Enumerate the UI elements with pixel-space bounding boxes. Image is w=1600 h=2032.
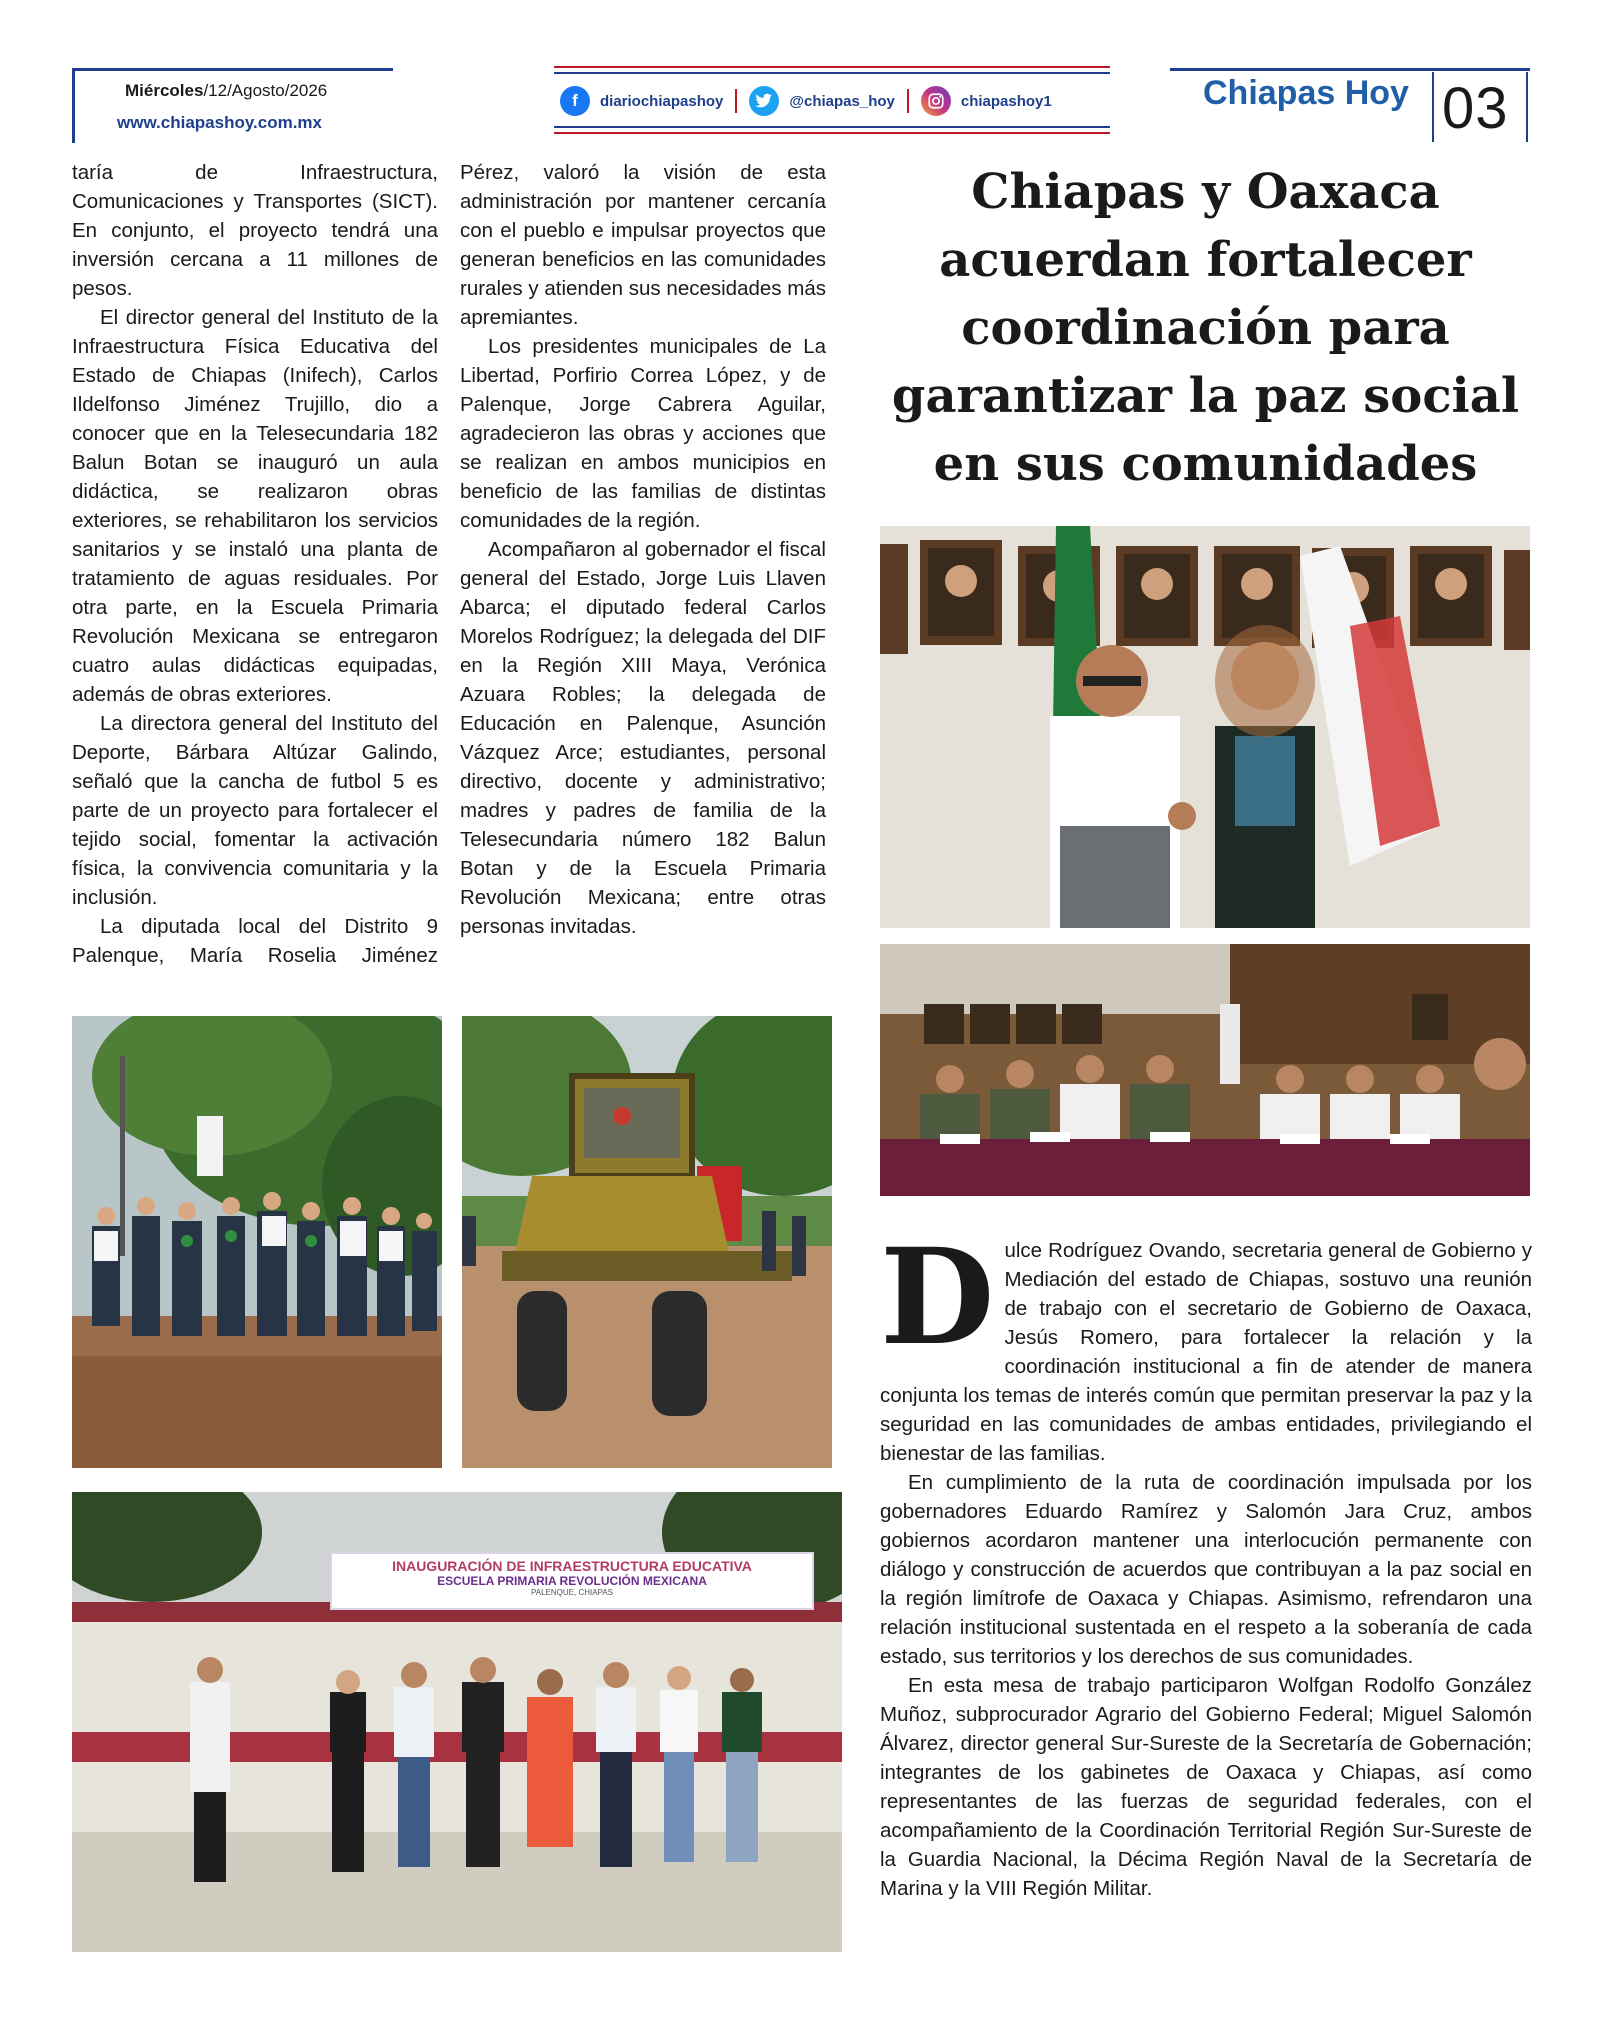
photo-crowd-walking [72,1016,442,1468]
top-blue-rule [554,72,1110,74]
right-article-body [880,1220,1532,1903]
page-number-bar [1432,72,1434,142]
photo-motor-grader [462,1016,832,1468]
bottom-blue-rule [554,126,1110,128]
photo-school-inauguration [72,1492,842,1952]
social-links [560,84,1052,118]
facebook-icon: f [560,86,590,116]
page-number: 03 [1442,76,1509,141]
section-top-rule [1170,68,1530,71]
paragraph: En cumplimiento de la ruta de coordinación impulsada por los gobernadores Eduardo Ramírez y Salomón Jara Cruz, ambos gobiernos acordaron mantener una interlocución permanente con diálogo y construcción de acuerdos que contribuyan a la paz social en la región limítrofe de Oaxaca y Chiapas. Asimismo, refrendaron una relación institucional sustentada en el respeto a la soberanía de cada estado, sus territorios y los derechos de sus comunidades. [880,1471,1532,1668]
banner-line-1: INAUGURACIÓN DE INFRAESTRUCTURA EDUCATIVA [392,1558,752,1574]
section-header [1170,66,1530,146]
banner-line-2: ESCUELA PRIMARIA REVOLUCIÓN MEXICANA [437,1574,707,1588]
paragraph: taría de Infraestructura, Comunicaciones y Transportes (SICT). En conjunto, el proyecto tendrá una inversión cercana a 11 millones de pesos. [72,161,438,300]
paragraph: El director general del Instituto de la Infraestructura Física Educativa del Estado de Chiapas (Inifech), Carlos Ildelfonso Jiménez Trujillo, dio a conocer que en la Telesecundaria 182 Balun Botan se inauguró un aula didáctica, se realizaron obras exteriores, se rehabilitaron los servicios sanitarios y se instaló una planta de tratamiento de aguas residuales. Por otra parte, en la Escuela Primaria Revolución Mexicana se entregaron cuatro aulas didácticas equipadas, además de obras exteriores. [72,306,438,706]
drop-cap: D [880,1220,995,1375]
left-article-column-2 [460,158,826,941]
divider [907,89,909,113]
article-headline: Chiapas y Oaxaca acuerdan fortalecer coordinación para garantizar la paz social en sus comunidades [891,164,1520,492]
issue-date: Miércoles/12/Agosto/2026 [125,81,328,100]
paragraph: Los presidentes municipales de La Libertad, Porfirio Correa López, y de Palenque, Jorge Cabrera Aguilar, agradecieron las obras y acciones que se realizan en ambos municipios en beneficio de las familias de distintas comunidades de la región. [460,335,826,532]
divider [735,89,737,113]
section-name: Chiapas Hoy [1203,74,1409,112]
instagram-handle[interactable]: chiapashoy1 [960,92,1052,110]
left-article-column-1 [72,158,438,970]
paragraph: La directora general del Instituto del Deporte, Bárbara Altúzar Galindo, señaló que la cancha de futbol 5 es parte de un proyecto para fortalecer el tejido social, fomentar la activación física, la convivencia comunitaria y la inclusión. [72,712,438,909]
banner-line-3: PALENQUE, CHIAPAS [531,1588,613,1597]
twitter-icon [749,86,779,116]
paragraph: Pérez, valoró la visión de esta administración por mantener cercanía con el pueblo e impulsar proyectos que generan beneficios en las comunidades rurales y atienden sus necesidades más apremiantes. [460,161,826,329]
website-link[interactable]: www.chiapashoy.com.mx [117,113,323,132]
photo-meeting-table [880,944,1530,1196]
paragraph: ulce Rodríguez Ovando, secretaria general de Gobierno y Mediación del estado de Chiapas, sostuvo una reunión de trabajo con el secretario de Gobierno de Oaxaca, Jesús Romero, para fortalecer la relación y la coordinación institucional a fin de atender de manera conjunta los temas de interés común que permitan preservar la paz y la seguridad en las comunidades de ambas entidades, privilegiando el bienestar de las familias. [880,1239,1532,1465]
page-number-bar-right [1526,72,1528,142]
twitter-handle[interactable]: @chiapas_hoy [789,92,895,110]
facebook-handle[interactable]: diariochiapashoy [600,92,724,110]
top-red-rule [554,66,1110,68]
bottom-red-rule [554,132,1110,134]
paragraph: La diputada local del Distrito 9 Palenque, María Roselia Jiménez [72,915,438,967]
paragraph: Acompañaron al gobernador el fiscal general del Estado, Jorge Luis Llaven Abarca; el diputado federal Carlos Morelos Rodríguez; la delegada del DIF en la Región XIII Maya, Verónica Azuara Robles; la delegada de Educación en Palenque, Asunción Vázquez Arce; estudiantes, personal directivo, docente y administrativo; madres y padres de familia de la Telesecundaria número 182 Balun Botan y de la Escuela Primaria Revolución Mexicana; entre otras personas invitadas. [460,538,826,938]
paragraph: En esta mesa de trabajo participaron Wolfgan Rodolfo González Muñoz, subprocurador Agrario del Gobierno Federal; Miguel Salomón Álvarez, director general Sur-Sureste de la Secretaría de Gobernación; integrantes de los gabinetes de Oaxaca y Chiapas, así como representantes de las fuerzas de seguridad federales, con el acompañamiento de la Coordinación Territorial Región Sur-Sureste de la Guardia Nacional, la Décima Región Naval de la Secretaría de Marina y la VIII Región Militar. [880,1674,1532,1900]
social-bar [554,66,1110,136]
instagram-icon [921,86,951,116]
photo-handshake [880,526,1530,928]
header-date-block [72,68,393,143]
